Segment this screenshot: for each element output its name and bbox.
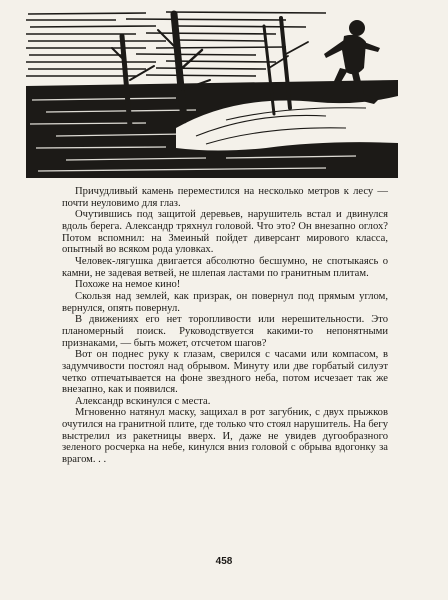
paragraph: Человек-лягушка двигается абсолютно бесшумно, не спотыкаясь о камни, не задевая ветвей, не шлепая ластами по гранитным плитам.: [62, 255, 388, 279]
paragraph: Очутившись под защитой деревьев, нарушитель встал и двинулся вдоль берега. Александр тряхнул головой. Что это? Он внезапно оглох? Потом вспомнил: на Змеиный пойдет диверсант мирового класса, опытный во всяком рода уловках.: [62, 209, 388, 256]
page-number: 458: [215, 556, 233, 567]
paragraph: Александр вскинулся с места.: [75, 395, 211, 407]
paragraph: В движениях его нет торопливости или нерешительности. Это планомерный поиск. Руководствуется какими-то непонятными признаками, — быть может, отсчетом шагов?: [62, 314, 388, 349]
paragraph: Причудливый камень переместился на несколько метров к лесу — почти неуловимо для глаз.: [62, 186, 388, 209]
paragraph: Скользя над землей, как призрак, он повернул под прямым углом, вернулся, опять повернул.: [62, 290, 388, 314]
paragraph: Похоже на немое кино!: [75, 279, 181, 291]
paragraph: Вот он поднес руку к глазам, сверился с часами или компасом, в задумчивости постоял над обрывом. Минуту или две горбатый силуэт четко отпечатывается на фоне звездного неба, потом исчезает так же внезапно, как и появился.: [62, 349, 388, 396]
frogman-on-cliff-illustration: [26, 8, 398, 178]
paragraph: Мгновенно натянул маску, защихал в рот загубник, с двух прыжков очутился на гранитной плите, где только что стоял нарушитель. На бегу выстрелил из ракетницы вверх. И, даже не увидев дугообразного зеленого росчерка на небе, кинулся вниз головой с обрыва вдогонку за врагом. . .: [62, 407, 388, 466]
article-text: [62, 186, 388, 466]
